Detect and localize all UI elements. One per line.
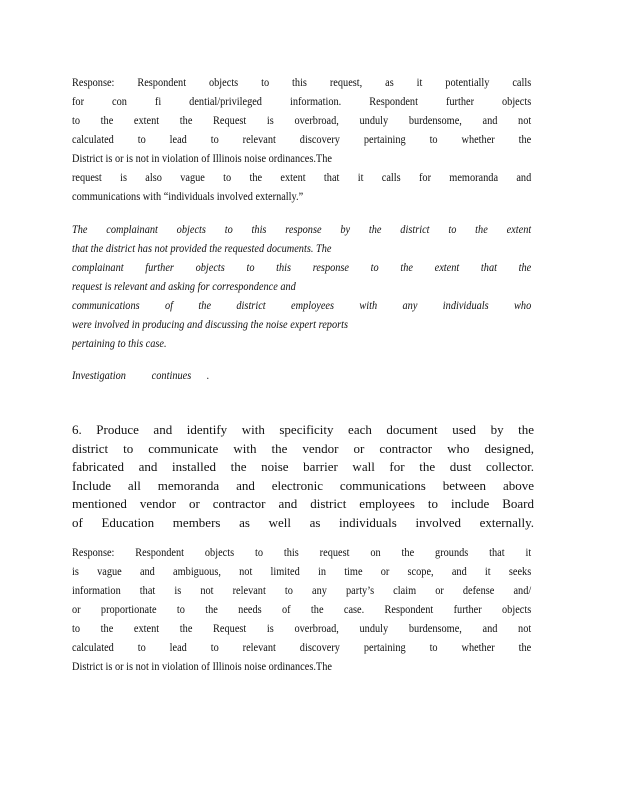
- response-paragraph-1: [72, 73, 531, 206]
- request-6-line: fabricated and installed the noise barrier wall for the dust collector.: [72, 459, 534, 474]
- complainant-line: were involved in producing and discussing the noise expert reports: [72, 317, 349, 331]
- investigation-text: Investigation continues .: [72, 368, 210, 382]
- complainant-line: request is relevant and asking for correspondence and: [72, 279, 296, 293]
- request-6-line: 6. Produce and identify with specificity each document used by the: [72, 422, 534, 437]
- response-1-line: Response: Respondent objects to this request, as it potentially calls: [72, 75, 532, 89]
- response-2-line: is vague and ambiguous, not limited in time or scope, and it seeks: [72, 564, 532, 578]
- request-6-paragraph: [72, 421, 534, 532]
- investigation-status: [72, 366, 531, 385]
- response-2-line: or proportionate to the needs of the case. Respondent further objects: [72, 602, 532, 616]
- response-paragraph-2: [72, 543, 531, 676]
- response-1-line: to the extent the Request is overbroad, unduly burdensome, and not: [72, 113, 532, 127]
- response-2-line: to the extent the Request is overbroad, unduly burdensome, and not: [72, 621, 532, 635]
- complainant-line: pertaining to this case.: [72, 336, 167, 350]
- complainant-line: The complainant objects to this response by the district to the extent: [72, 222, 532, 236]
- response-1-line: District is or is not in violation of Illinois noise ordinances.The: [72, 151, 332, 165]
- request-6-line: district to communicate with the vendor or contractor who designed,: [72, 440, 534, 456]
- response-1-line: request is also vague to the extent that it calls for memoranda and: [72, 170, 532, 184]
- complainant-line: communications of the district employees with any individuals who: [72, 298, 532, 312]
- request-6-line: Include all memoranda and electronic communications between above: [72, 477, 534, 493]
- response-2-line: information that is not relevant to any party’s claim or defense and/: [72, 583, 532, 597]
- complainant-line: that the district has not provided the requested documents. The: [72, 241, 332, 255]
- request-6-line: of Education members as well as individuals involved externally.: [72, 514, 534, 530]
- response-1-line: for con fi dential/privileged information. Respondent further objects: [72, 94, 532, 108]
- response-2-line: District is or is not in violation of Illinois noise ordinances.The: [72, 659, 332, 673]
- complainant-objection-paragraph: [72, 220, 531, 353]
- response-1-line: communications with “individuals involved externally.”: [72, 189, 304, 203]
- response-1-line: calculated to lead to relevant discovery pertaining to whether the: [72, 132, 532, 146]
- request-6-line: mentioned vendor or contractor and district employees to include Board: [72, 496, 534, 511]
- response-2-line: calculated to lead to relevant discovery pertaining to whether the: [72, 640, 532, 654]
- response-2-line: Response: Respondent objects to this request on the grounds that it: [72, 545, 532, 559]
- complainant-line: complainant further objects to this response to the extent that the: [72, 260, 532, 274]
